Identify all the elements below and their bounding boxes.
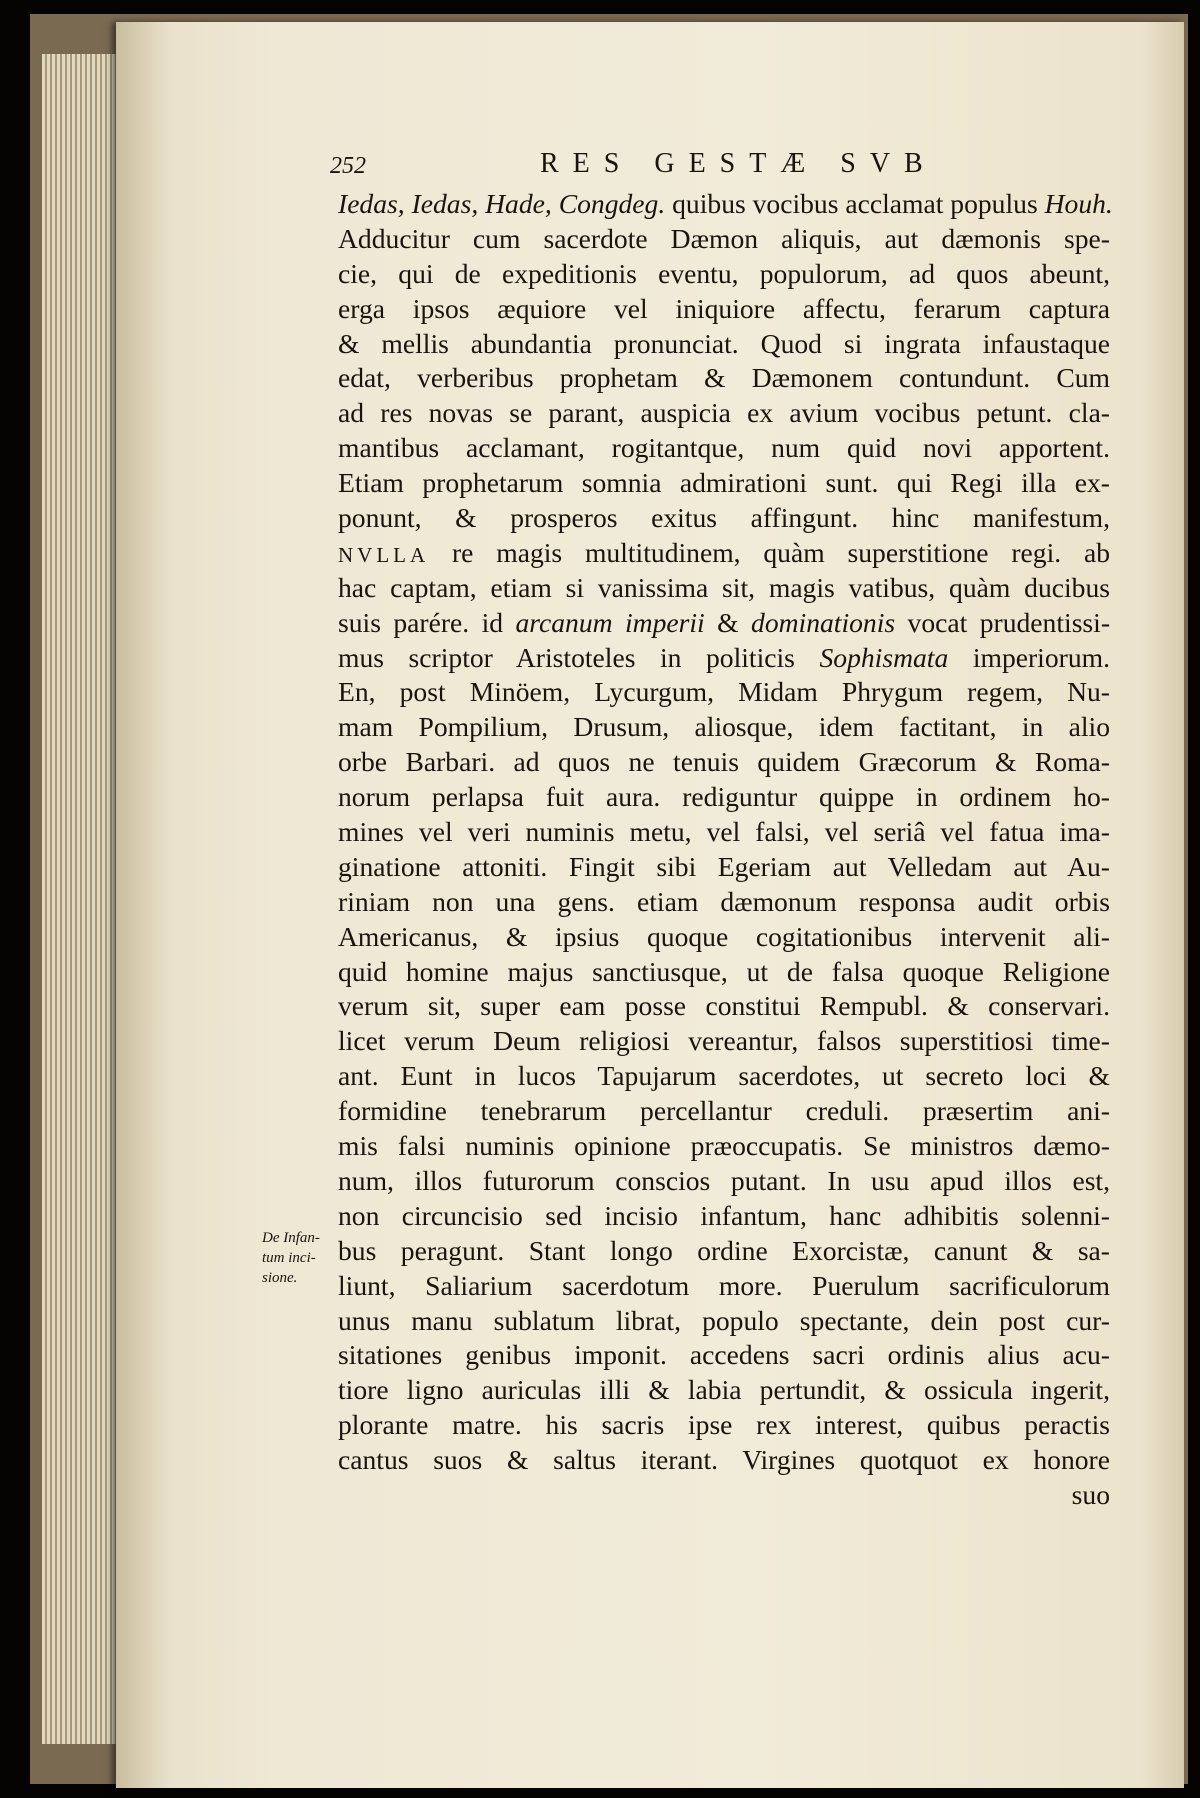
body-text (338, 187, 1113, 1513)
text-span: imperiorum. (948, 641, 1110, 673)
small-caps-text: NVLLA (338, 542, 430, 567)
page-number: 252 (330, 153, 366, 179)
text-line: bus peragunt. Stant longo ordine Exorcistæ, canunt & sa- (338, 1234, 1110, 1266)
text-line: licet verum Deum religiosi vereantur, falsos superstitiosi time- (338, 1025, 1110, 1057)
text-span: suis parére. id (338, 606, 516, 638)
marginal-note-line: De Infan- (262, 1230, 320, 1246)
text-line: ant. Eunt in lucos Tapujarum sacerdotes, ut secreto loci & (338, 1060, 1110, 1092)
text-line: & mellis abundantia pronunciat. Quod si ingrata infaustaque (338, 327, 1110, 359)
text-span: mus scriptor Aristoteles in politicis (338, 641, 820, 673)
text-line: ginatione attoniti. Fingit sibi Egeriam aut Velledam aut Au- (338, 850, 1110, 882)
text-line: hac captam, etiam si vanissima sit, magis vatibus, quàm ducibus (338, 571, 1110, 603)
text-span: & (704, 606, 752, 638)
italic-text: arcanum imperii (515, 606, 705, 638)
italic-text: Sophismata (819, 641, 949, 673)
text-line: plorante matre. his sacris ipse rex interest, quibus peractis (338, 1409, 1110, 1441)
text-line: ad res novas se parant, auspicia ex avium vocibus petunt. cla- (338, 397, 1110, 429)
text-line: Americanus, & ipsius quoque cogitationibus intervenit ali- (338, 920, 1110, 952)
text-line: liunt, Saliarium sacerdotum more. Puerulum sacrificulorum (338, 1269, 1110, 1301)
text-line: formidine tenebrarum percellantur creduli. præsertim ani- (338, 1095, 1110, 1127)
italic-text: Iedas, Iedas, Hade, Congdeg. (338, 188, 666, 219)
text-line (338, 606, 1110, 641)
page-header (330, 148, 1130, 188)
text-line: Etiam prophetarum somnia admirationi sunt. qui Regi illa ex- (338, 467, 1110, 499)
text-line: unus manu sublatum librat, populo spectante, dein post cur- (338, 1304, 1110, 1336)
text-line: mam Pompilium, Drusum, aliosque, idem factitant, in alio (338, 711, 1110, 743)
text-line: riniam non una gens. etiam dæmonum responsa audit orbis (338, 885, 1110, 917)
marginal-note (262, 1228, 334, 1288)
text-line: mis falsi numinis opinione præoccupatis. Se ministros dæmo- (338, 1130, 1110, 1162)
text-line: verum sit, super eam posse constitui Rempubl. & conservari. (338, 990, 1110, 1022)
marginal-note-line: sione. (262, 1270, 298, 1286)
text-line: cie, qui de expeditionis eventu, populorum, ad quos abeunt, (338, 257, 1110, 289)
catchword: suo (1071, 1478, 1110, 1510)
text-line: sitationes genibus imponit. accedens sacri ordinis alius acu- (338, 1339, 1110, 1371)
text-line: tiore ligno auriculas illi & labia pertundit, & ossicula ingerit, (338, 1374, 1110, 1406)
text-line: Adducitur cum sacerdote Dæmon aliquis, aut dæmonis spe- (338, 222, 1110, 254)
text-line: erga ipsos æquiore vel iniquiore affectu, ferarum captura (338, 292, 1110, 324)
text-line: cantus suos & saltus iterant. Virgines quotquot ex honore (338, 1444, 1110, 1476)
text-line: edat, verberibus prophetam & Dæmonem contundunt. Cum (338, 362, 1110, 394)
text-line: non circuncisio sed incisio infantum, hanc adhibitis solenni- (338, 1199, 1110, 1231)
text-span: re magis multitudinem, quàm superstitione regi. ab (429, 536, 1110, 568)
text-line: quid homine majus sanctiusque, ut de falsa quoque Religione (338, 955, 1110, 987)
text-span: quibus vocibus acclamat populus (665, 188, 1045, 219)
text-line (338, 641, 1110, 676)
text-line (338, 536, 1110, 571)
text-span: vocat prudentissi- (895, 606, 1111, 638)
running-head: RES GESTÆ SVB (540, 148, 937, 179)
text-line: En, post Minöem, Lycurgum, Midam Phrygum regem, Nu- (338, 676, 1110, 708)
text-line: mines vel veri numinis metu, vel falsi, vel seriâ vel fatua ima- (338, 816, 1110, 848)
text-line: num, illos futurorum conscios putant. In usu apud illos est, (338, 1164, 1110, 1196)
italic-text: dominationis (751, 606, 896, 638)
text-line: mantibus acclamant, rogitantque, num quid novi apportent. (338, 432, 1110, 464)
marginal-note-line: tum inci- (262, 1250, 316, 1266)
text-line: norum perlapsa fuit aura. rediguntur quippe in ordinem ho- (338, 781, 1110, 813)
text-line: orbe Barbari. ad quos ne tenuis quidem Græcorum & Roma- (338, 746, 1110, 778)
text-line: ponunt, & prosperos exitus affingunt. hinc manifestum, (338, 502, 1110, 534)
text-line (338, 187, 1113, 222)
italic-text: Houh. (1044, 188, 1113, 219)
